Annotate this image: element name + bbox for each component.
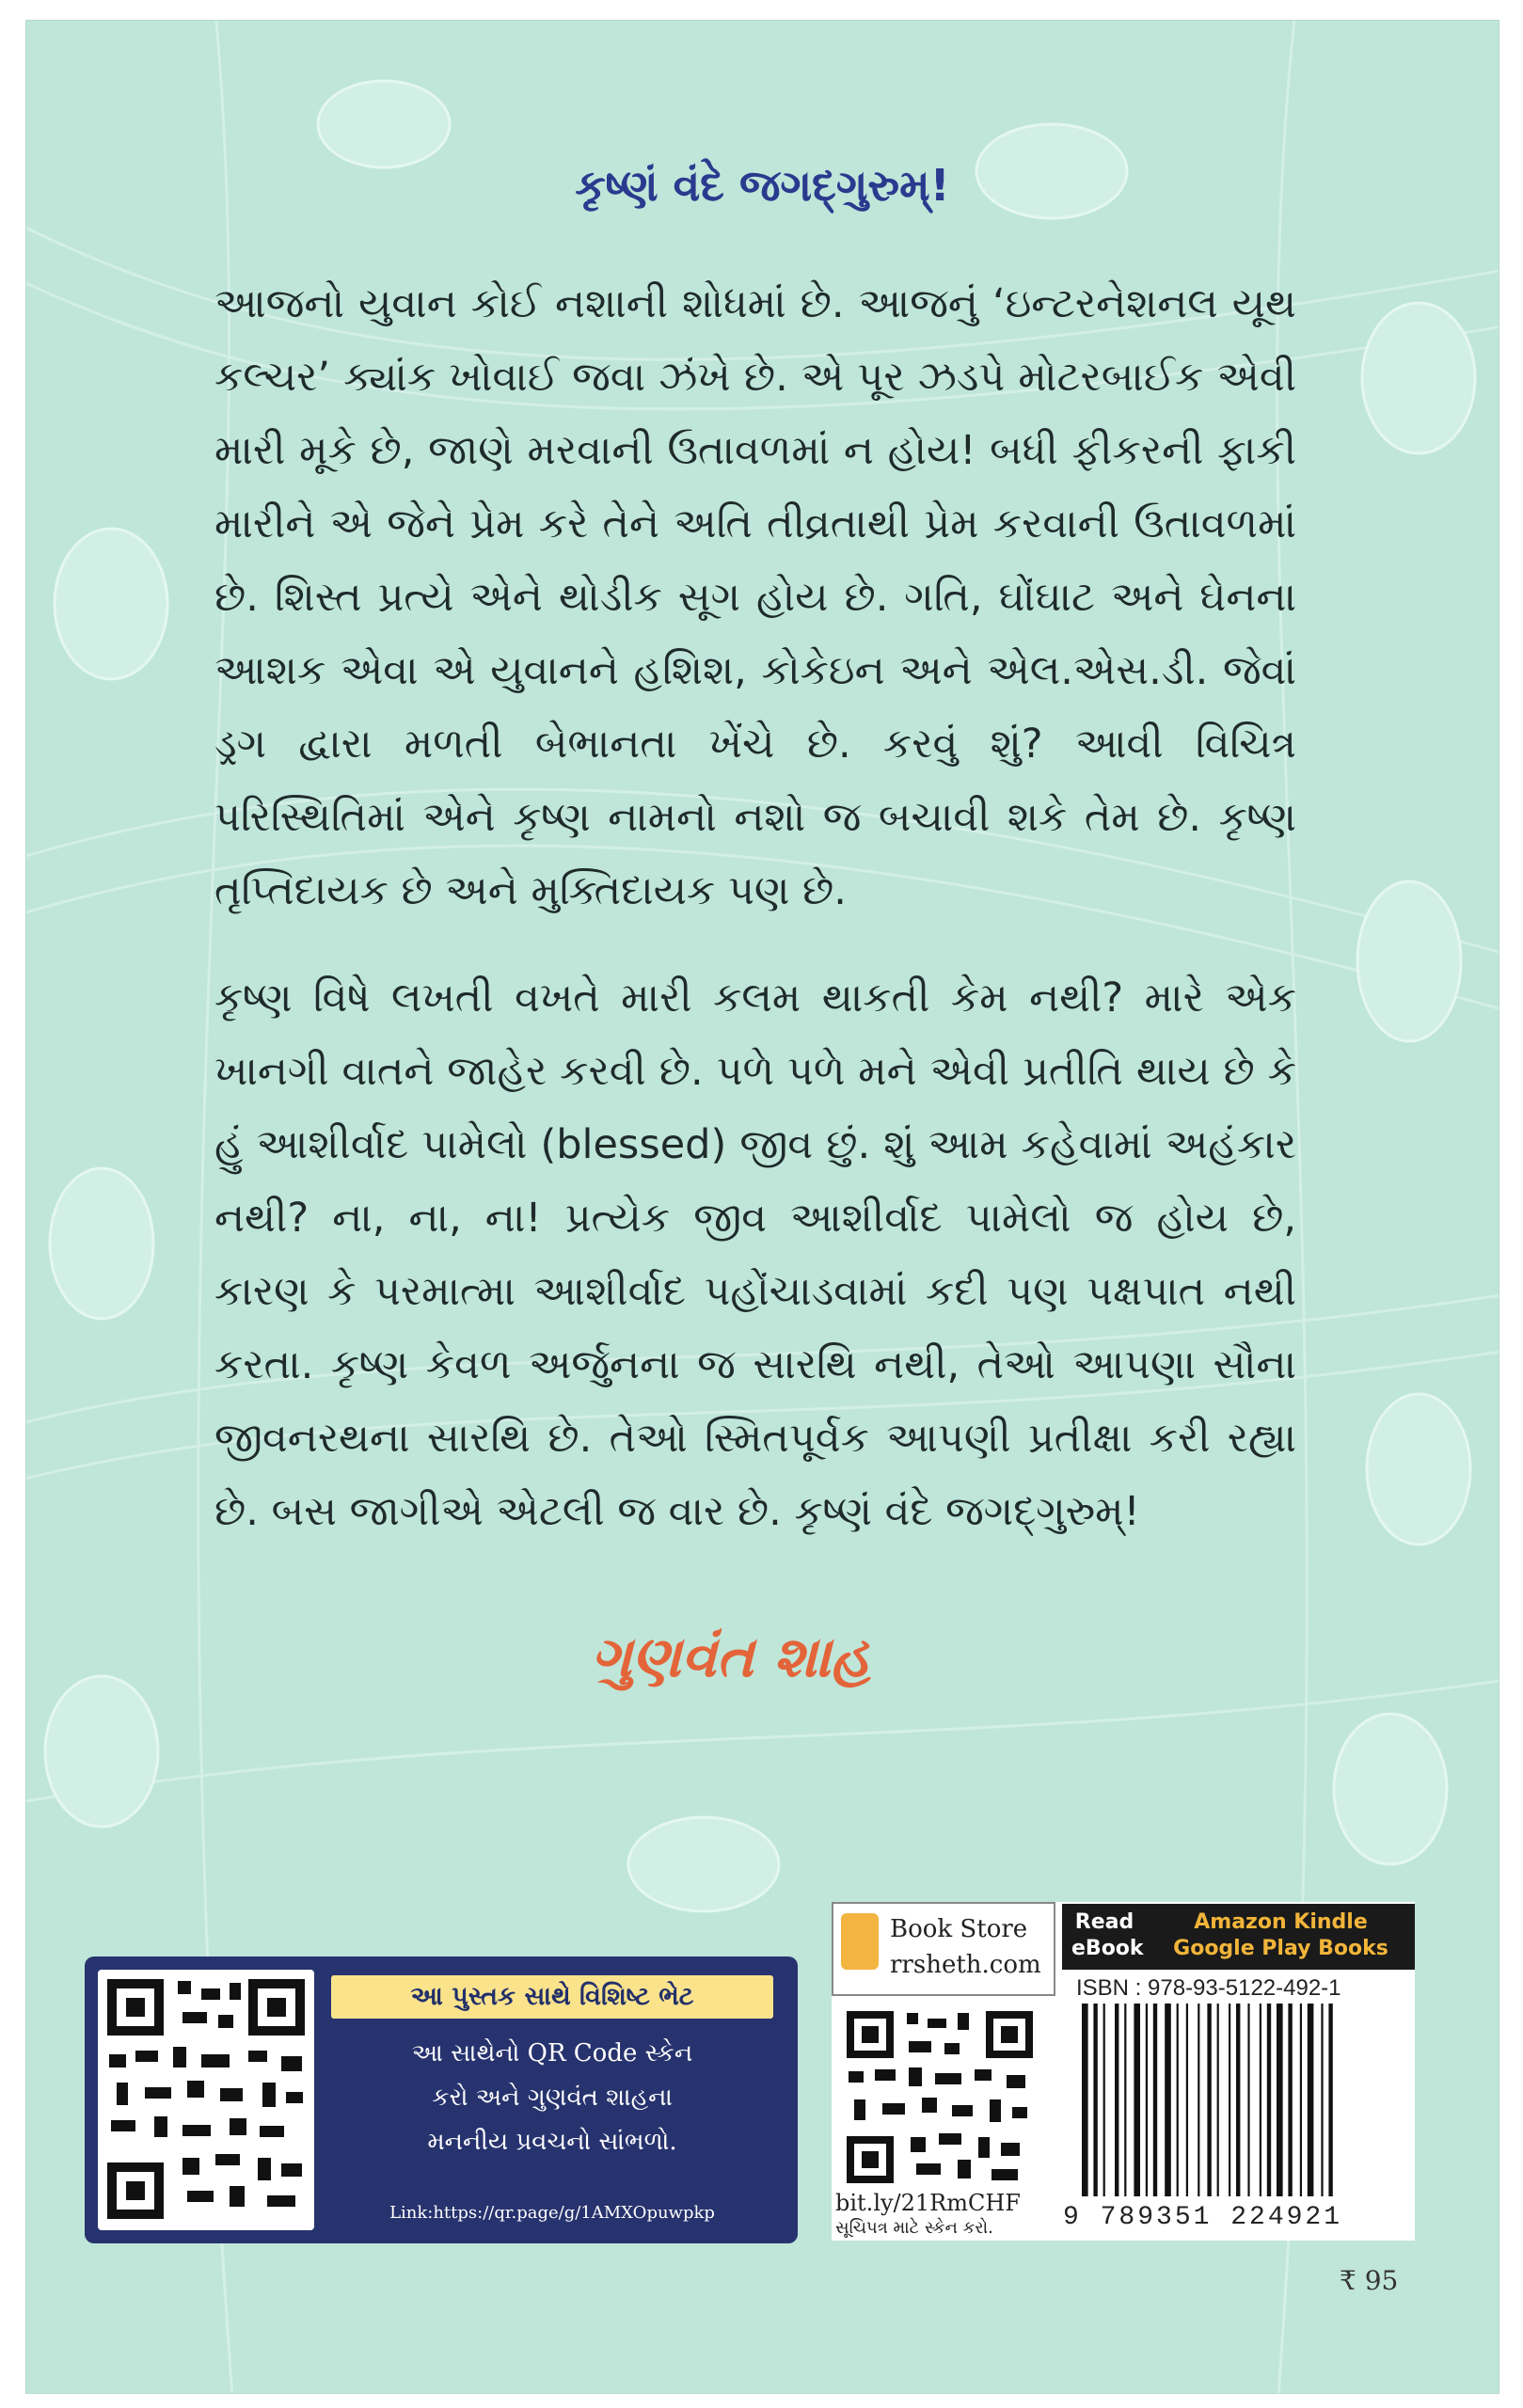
barcode-bar xyxy=(1217,2004,1219,2196)
barcode-bar xyxy=(1082,2004,1088,2196)
barcode-bar xyxy=(1115,2004,1118,2196)
barcode-number: 9 789351 224921 xyxy=(1063,2203,1343,2232)
gift-line: આ સાથેનો QR Code સ્કેન xyxy=(411,2039,693,2067)
paragraph-1: આજનો યુવાન કોઈ નશાની શોધમાં છે. આજનું ‘ઇન્ટરનેશનલ યૂથ કલ્ચર’ ક્યાંક ખોવાઈ જવા ઝંખે છે. એ પૂર ઝડપે મોટરબાઈક એવી મારી મૂકે છે, જાણે મરવાની ઉતાવળમાં ન હોય! બધી ફીકરની ફાકી મારીને એ જેને પ્રેમ કરે તેને અતિ તીવ્રતાથી પ્રેમ કરવાની ઉતાવળમાં છે. શિસ્ત પ્રત્યે એને થોડીક સૂગ હોય છે. ગતિ, ઘોંઘાટ અને ઘેનના આશક એવા એ યુવાનને હશિશ, કોકેઇન અને એલ.એસ.ડી. જેવાં ડ્રગ દ્વારા મળતી બેભાનતા ખેંચે છે. કરવું શું? આવી વિચિત્ર પરિસ્થિતિમાં એને કૃષ્ણ નામનો નશો જ બચાવી શકે તેમ છે. કૃષ્ણ તૃપ્તિદાયક છે અને મુક્તિદાયક પણ છે. xyxy=(214,280,1296,914)
ebook-stores xyxy=(1151,1909,1410,1962)
bookstore-badge xyxy=(832,1902,1055,1996)
barcode-bar xyxy=(1300,2004,1302,2196)
barcode-bar xyxy=(1153,2004,1157,2196)
store-google-play-books: Google Play Books xyxy=(1173,1937,1388,1960)
barcode-bar xyxy=(1260,2004,1261,2196)
gift-title: આ પુસ્તક સાથે વિશિષ્ટ ભેટ xyxy=(331,1975,773,2019)
barcode-bar xyxy=(1229,2004,1230,2196)
barcode-bar xyxy=(1267,2004,1271,2196)
barcode-bar xyxy=(1103,2004,1105,2196)
catalog-short-link[interactable]: bit.ly/21RmCHF xyxy=(835,2190,1021,2216)
barcode-bar xyxy=(1093,2004,1097,2196)
qr-code-icon xyxy=(841,2005,1039,2189)
paragraph-2: કૃષ્ણ વિષે લખતી વખતે મારી કલમ થાકતી કેમ નથી? મારે એક ખાનગી વાતને જાહેર કરવી છે. પળે પળે મને એવી પ્રતીતિ થાય છે કે હું આશીર્વાદ પામેલો (blessed) જીવ છું. શું આમ કહેવામાં અહંકાર નથી? ના, ના, ના! પ્રત્યેક જીવ આશીર્વાદ પામેલો જ હોય છે, કારણ કે પરમાત્મા આશીર્વાદ પહોંચાડવામાં કદી પણ પક્ષપાત નથી કરતા. કૃષ્ણ કેવળ અર્જુનના જ સારથિ નથી, તેઓ આપણા સૌના જીવનરથના સારથિ છે. તેઓ સ્મિતપૂર્વક આપણી પ્રતીક્ષા કરી રહ્યા છે. બસ જાગીએ એટલી જ વાર છે. કૃષ્ણં વંદે જગદ્ગુરુમ્! xyxy=(214,974,1296,1535)
read-label: Read xyxy=(1074,1910,1134,1934)
barcode-bar xyxy=(1165,2004,1171,2196)
store-amazon-kindle: Amazon Kindle xyxy=(1194,1910,1368,1934)
pointing-hand-icon xyxy=(841,1913,879,1970)
ebook-word: eBook xyxy=(1071,1937,1144,1960)
qr-code-icon xyxy=(98,1970,314,2230)
barcode-bar xyxy=(1207,2004,1211,2196)
bookstore-name: Book Store xyxy=(890,1915,1028,1943)
barcode-bar xyxy=(1321,2004,1323,2196)
barcode-bar xyxy=(1308,2004,1314,2196)
gift-box xyxy=(85,1956,798,2243)
isbn-barcode xyxy=(1078,2004,1398,2203)
barcode-bar xyxy=(1277,2004,1283,2196)
barcode-bar xyxy=(1146,2004,1148,2196)
barcode-bar xyxy=(1198,2004,1199,2196)
barcode-bar xyxy=(1186,2004,1188,2196)
barcode-bar xyxy=(1288,2004,1292,2196)
barcode-bar xyxy=(1236,2004,1240,2196)
gift-line: મનનીય પ્રવચનો સાંભળો. xyxy=(427,2128,677,2156)
barcode-bar xyxy=(1134,2004,1140,2196)
gift-qr-code[interactable] xyxy=(98,1970,314,2230)
ebook-label xyxy=(1071,1909,1144,1962)
barcode-bar xyxy=(1124,2004,1126,2196)
price: ₹ 95 xyxy=(1340,2265,1399,2296)
author-signature: ગુણવંત શાહ xyxy=(591,1624,871,1690)
bookstore-website[interactable]: rrsheth.com xyxy=(890,1951,1041,1979)
catalog-qr-code[interactable] xyxy=(841,2005,1039,2189)
cover-title: કૃષ્ણં વંદે જગદ્ગુરુમ્! xyxy=(575,160,950,211)
catalog-scan-note: સૂચિપત્ર માટે સ્કેન કરો. xyxy=(835,2218,993,2238)
barcode-bar xyxy=(1247,2004,1249,2196)
barcode-panel xyxy=(832,1902,1415,2241)
ebook-banner xyxy=(1062,1904,1415,1970)
barcode-bar xyxy=(1328,2004,1332,2196)
gift-description xyxy=(331,2032,773,2164)
isbn: ISBN : 978-93-5122-492-1 xyxy=(1076,1975,1341,2001)
gift-line: કરો અને ગુણવંત શાહના xyxy=(432,2083,673,2112)
gift-link[interactable]: Link:https://qr.page/g/1AMXOpuwpkp xyxy=(389,2203,715,2223)
barcode-bar xyxy=(1177,2004,1179,2196)
